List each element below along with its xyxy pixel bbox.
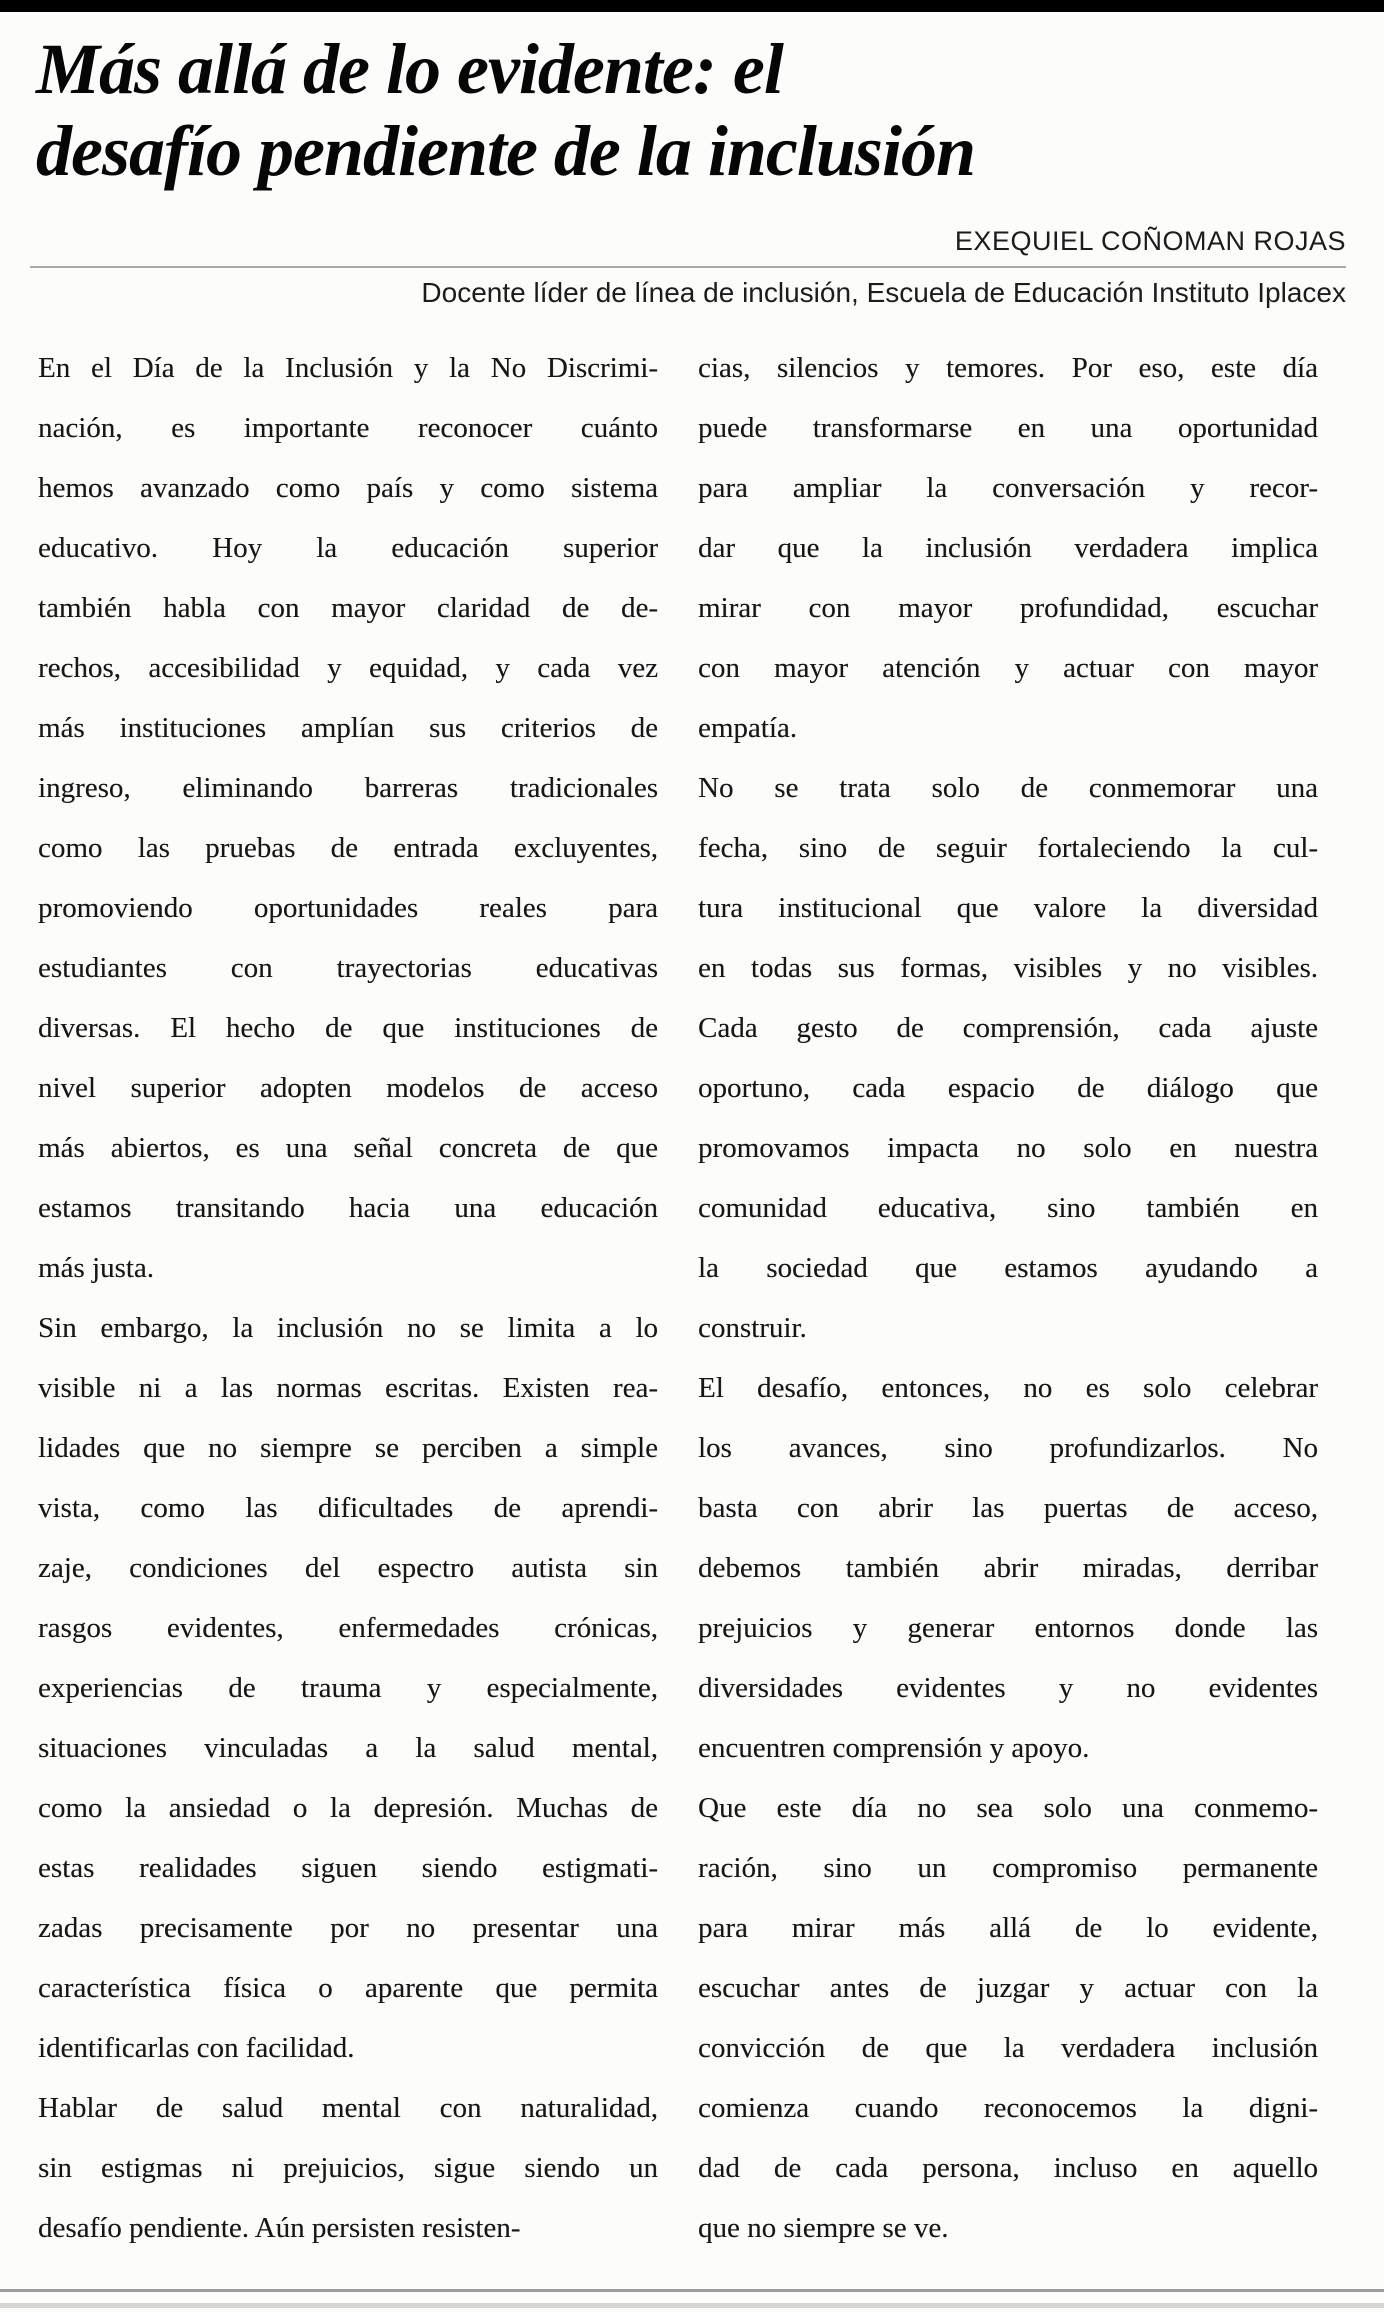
paragraph (698, 1778, 1318, 2258)
text-line: vista, como las dificultades de aprendi- (38, 1492, 658, 1524)
headline-line-2: desafío pendiente de la inclusión (36, 111, 975, 191)
text-line: característica física o aparente que permita (38, 1972, 658, 2004)
text-line: comunidad educativa, sino también en (698, 1192, 1318, 1224)
text-line: Que este día no sea solo una conmemo- (698, 1792, 1318, 1824)
headline-line-1: Más allá de lo evidente: el (36, 29, 783, 109)
text-line: la sociedad que estamos ayudando a (698, 1252, 1318, 1284)
text-line: En el Día de la Inclusión y la No Discrimi- (38, 352, 658, 384)
text-line: escuchar antes de juzgar y actuar con la (698, 1972, 1318, 2004)
text-line: estas realidades siguen siendo estigmati- (38, 1852, 658, 1884)
text-line: diversidades evidentes y no evidentes (698, 1672, 1318, 1704)
bottom-edge-line (0, 2303, 1384, 2308)
text-line: más abiertos, es una señal concreta de que (38, 1132, 658, 1164)
text-line: más justa. (38, 1252, 154, 1284)
text-line: diversas. El hecho de que instituciones de (38, 1012, 658, 1044)
text-line: como la ansiedad o la depresión. Muchas de (38, 1792, 658, 1824)
text-line: El desafío, entonces, no es solo celebrar (698, 1372, 1318, 1404)
text-line: visible ni a las normas escritas. Existen rea- (38, 1372, 658, 1404)
text-line: los avances, sino profundizarlos. No (698, 1432, 1318, 1464)
text-line: educativo. Hoy la educación superior (38, 532, 658, 564)
column-right (698, 338, 1318, 2258)
paragraph (698, 338, 1318, 758)
text-line: situaciones vinculadas a la salud mental, (38, 1732, 658, 1764)
paragraph (38, 1298, 658, 2078)
text-line: también habla con mayor claridad de de- (38, 592, 658, 624)
text-line: zadas precisamente por no presentar una (38, 1912, 658, 1944)
byline-block (30, 226, 1346, 309)
text-line: para ampliar la conversación y recor- (698, 472, 1318, 504)
text-line: Cada gesto de comprensión, cada ajuste (698, 1012, 1318, 1044)
text-line: basta con abrir las puertas de acceso, (698, 1492, 1318, 1524)
author-name: EXEQUIEL COÑOMAN ROJAS (954, 226, 1346, 256)
article-headline (36, 28, 1344, 192)
text-line: mirar con mayor profundidad, escuchar (698, 592, 1318, 624)
text-line: estudiantes con trayectorias educativas (38, 952, 658, 984)
text-line: identificarlas con facilidad. (38, 2032, 355, 2064)
text-line: construir. (698, 1312, 807, 1344)
text-line: dad de cada persona, incluso en aquello (698, 2152, 1318, 2184)
text-line: estamos transitando hacia una educación (38, 1192, 658, 1224)
text-line: Hablar de salud mental con naturalidad, (38, 2092, 658, 2124)
text-line: promovamos impacta no solo en nuestra (698, 1132, 1318, 1164)
text-line: desafío pendiente. Aún persisten resisten- (38, 2212, 521, 2244)
text-line: Sin embargo, la inclusión no se limita a lo (38, 1312, 658, 1344)
article-body (38, 338, 1318, 2258)
column-left (38, 338, 658, 2258)
text-line: en todas sus formas, visibles y no visibles. (698, 952, 1318, 984)
text-line: encuentren comprensión y apoyo. (698, 1732, 1090, 1764)
text-line: para mirar más allá de lo evidente, (698, 1912, 1318, 1944)
text-line: experiencias de trauma y especialmente, (38, 1672, 658, 1704)
text-line: rasgos evidentes, enfermedades crónicas, (38, 1612, 658, 1644)
text-line: prejuicios y generar entornos donde las (698, 1612, 1318, 1644)
text-line: hemos avanzado como país y como sistema (38, 472, 658, 504)
text-line: oportuno, cada espacio de diálogo que (698, 1072, 1318, 1104)
paragraph (698, 1358, 1318, 1778)
text-line: ingreso, eliminando barreras tradicionales (38, 772, 658, 804)
text-line: con mayor atención y actuar con mayor (698, 652, 1318, 684)
paragraph (38, 2078, 658, 2258)
text-line: No se trata solo de conmemorar una (698, 772, 1318, 804)
text-line: promoviendo oportunidades reales para (38, 892, 658, 924)
text-line: sin estigmas ni prejuicios, sigue siendo un (38, 2152, 658, 2184)
text-line: debemos también abrir miradas, derribar (698, 1552, 1318, 1584)
text-line: dar que la inclusión verdadera implica (698, 532, 1318, 564)
text-line: convicción de que la verdadera inclusión (698, 2032, 1318, 2064)
text-line: más instituciones amplían sus criterios de (38, 712, 658, 744)
paragraph (698, 758, 1318, 1358)
author-role: Docente líder de línea de inclusión, Escuela de Educación Instituto Iplacex (421, 277, 1346, 308)
text-line: como las pruebas de entrada excluyentes, (38, 832, 658, 864)
text-line: nación, es importante reconocer cuánto (38, 412, 658, 444)
text-line: que no siempre se ve. (698, 2212, 949, 2244)
text-line: lidades que no siempre se perciben a simple (38, 1432, 658, 1464)
text-line: zaje, condiciones del espectro autista sin (38, 1552, 658, 1584)
text-line: nivel superior adopten modelos de acceso (38, 1072, 658, 1104)
text-line: comienza cuando reconocemos la digni- (698, 2092, 1318, 2124)
text-line: cias, silencios y temores. Por eso, este día (698, 352, 1318, 384)
text-line: rechos, accesibilidad y equidad, y cada vez (38, 652, 658, 684)
text-line: puede transformarse en una oportunidad (698, 412, 1318, 444)
bottom-divider (0, 2289, 1384, 2292)
text-line: tura institucional que valore la diversidad (698, 892, 1318, 924)
text-line: empatía. (698, 712, 798, 744)
top-black-bar (0, 0, 1384, 12)
text-line: ración, sino un compromiso permanente (698, 1852, 1318, 1884)
text-line: fecha, sino de seguir fortaleciendo la cul- (698, 832, 1318, 864)
paragraph (38, 338, 658, 1298)
